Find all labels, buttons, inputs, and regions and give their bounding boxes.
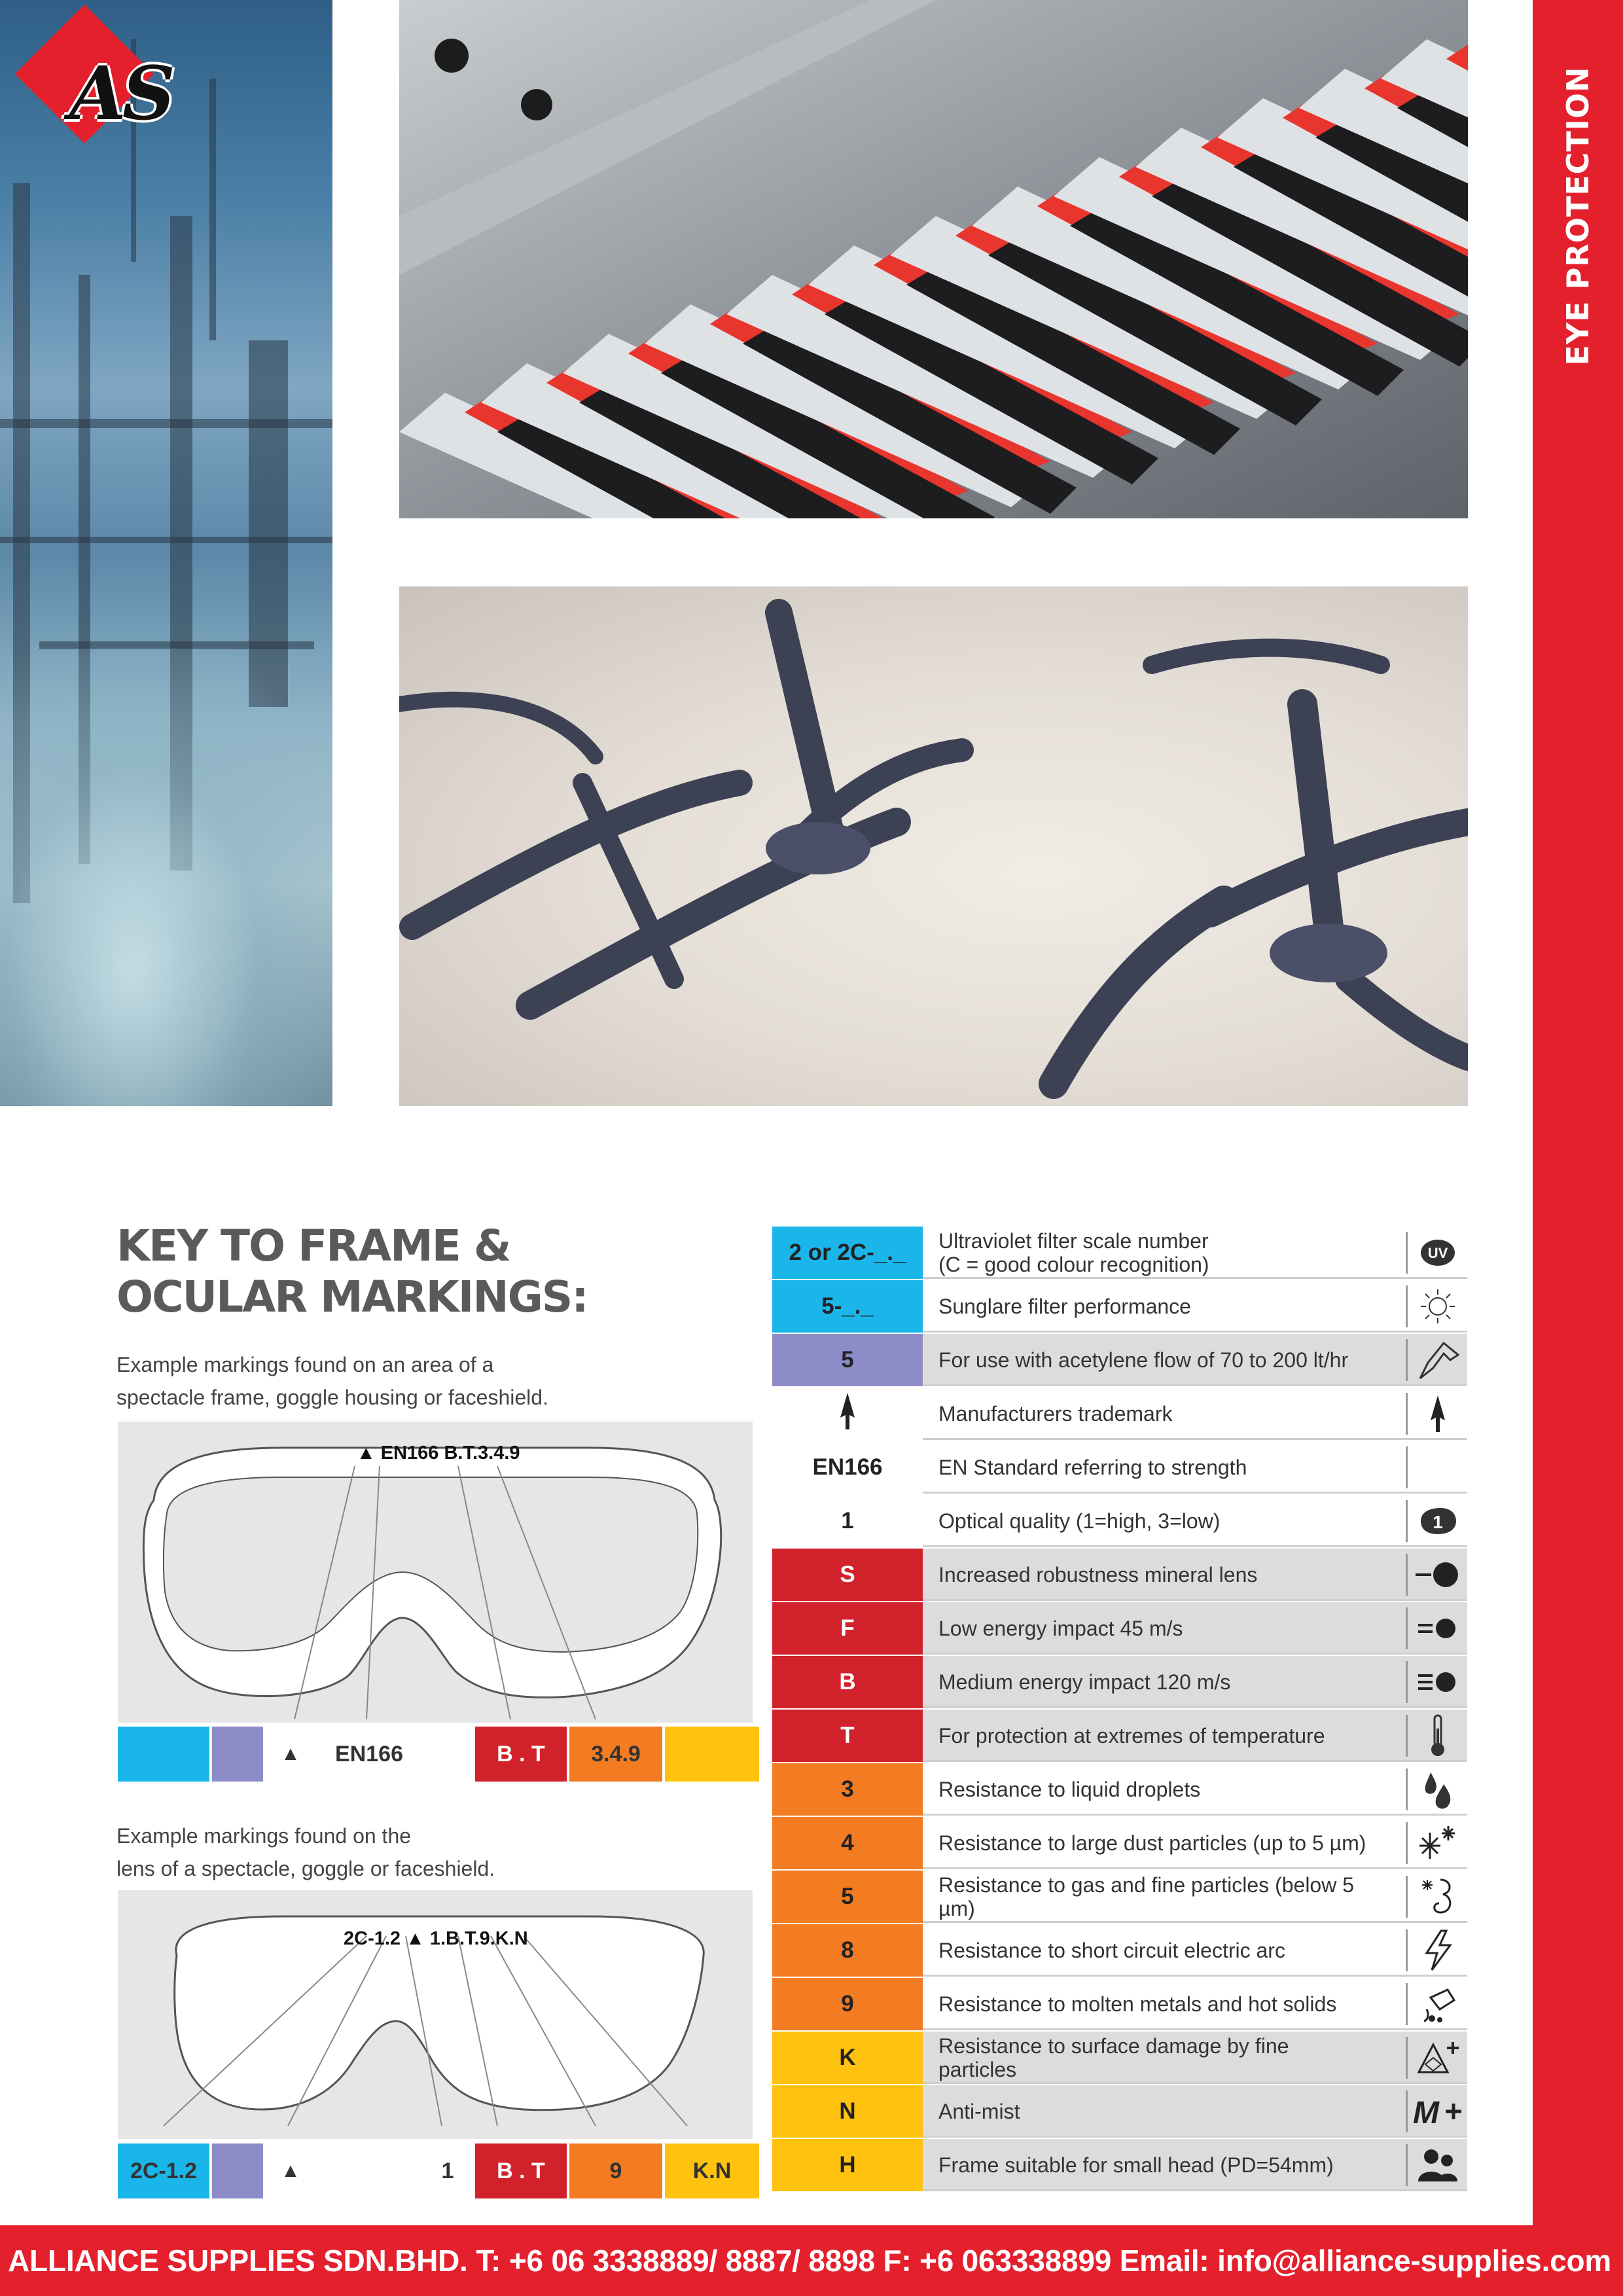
key-description: For protection at extremes of temperature xyxy=(938,1724,1325,1748)
frame-marking-strip xyxy=(118,1727,759,1782)
key-row xyxy=(772,1817,1467,1869)
page-heading xyxy=(116,1221,705,1323)
impact-single-icon xyxy=(1408,1549,1467,1601)
key-description: Anti-mist xyxy=(938,2100,1020,2123)
key-row xyxy=(772,1388,1467,1440)
key-code: T xyxy=(772,1710,923,1762)
trademark-icon: ▲ xyxy=(357,1443,376,1463)
molten-metal-icon xyxy=(1408,1978,1467,2030)
side-band xyxy=(1533,0,1623,2225)
key-row xyxy=(772,1656,1467,1708)
strip-cell xyxy=(118,1727,212,1782)
gas-icon xyxy=(1408,1871,1467,1923)
strip-cell xyxy=(212,1727,266,1782)
lens-caption: Example markings found on the lens of a spectacle, goggle or faceshield. xyxy=(116,1824,495,1880)
strip-cell xyxy=(212,2144,266,2198)
strip-cell: 3.4.9 xyxy=(569,1727,665,1782)
frame-marking: ▲ EN166 B.T.3.4.9 xyxy=(357,1443,520,1463)
strip-cell xyxy=(266,2144,318,2198)
key-row xyxy=(772,1227,1467,1279)
small-head-icon xyxy=(1408,2139,1467,2191)
side-label: EYE PROTECTION xyxy=(1560,66,1596,366)
key-code: B xyxy=(772,1656,923,1708)
impact-double-icon xyxy=(1408,1602,1467,1655)
strip-cell: 2C-1.2 xyxy=(118,2144,212,2198)
droplets-icon xyxy=(1408,1763,1467,1816)
strip-cell: EN166 xyxy=(318,1727,423,1782)
key-row xyxy=(772,1441,1467,1494)
welding-torch-icon xyxy=(1408,1334,1467,1386)
key-row xyxy=(772,1549,1467,1601)
key-code xyxy=(772,1388,923,1440)
frame-marking-diagram xyxy=(118,1422,753,1723)
key-row xyxy=(772,1763,1467,1816)
strip-cell xyxy=(266,1727,318,1782)
trademark-icon: ▲ xyxy=(406,1928,425,1949)
key-code: H xyxy=(772,2139,923,2191)
key-row xyxy=(772,2139,1467,2191)
sun-uv-icon xyxy=(1408,1280,1467,1333)
key-code: 5-_._ xyxy=(772,1280,923,1333)
thermometer-icon xyxy=(1408,1710,1467,1762)
key-description: Resistance to large dust particles (up to 5 µm) xyxy=(938,1831,1366,1855)
logo-text: AS xyxy=(69,51,171,137)
impact-triple-icon xyxy=(1408,1656,1467,1708)
key-description: Increased robustness mineral lens xyxy=(938,1563,1258,1587)
key-row xyxy=(772,2032,1467,2084)
key-description: Resistance to gas and fine particles (below 5 µm) xyxy=(938,1873,1355,1920)
key-row xyxy=(772,1602,1467,1655)
strip-cell: 1 xyxy=(423,2144,475,2198)
svg-text:UV: UV xyxy=(1427,1245,1448,1261)
heading-line-1: KEY TO FRAME & xyxy=(116,1221,510,1271)
key-code: 2 or 2C-_._ xyxy=(772,1227,923,1279)
optical-quality-icon xyxy=(1408,1495,1467,1547)
lens-marking: 2C-1.2 ▲ 1.B.T.9.K.N xyxy=(344,1928,528,1949)
lens-marking-diagram xyxy=(118,1890,753,2139)
lightning-icon xyxy=(1408,1924,1467,1977)
strip-cell: 9 xyxy=(569,2144,665,2198)
strip-cell xyxy=(665,1727,759,1782)
footer xyxy=(0,2225,1623,2296)
key-description: EN Standard referring to strength xyxy=(938,1456,1247,1479)
key-description: Resistance to short circuit electric arc xyxy=(938,1939,1285,1962)
svg-text:M: M xyxy=(1413,2096,1439,2128)
key-code: EN166 xyxy=(772,1441,923,1494)
key-code: 4 xyxy=(772,1817,923,1869)
strip-cell xyxy=(318,2144,423,2198)
uv-icon xyxy=(1408,1227,1467,1279)
strip-cell: B . T xyxy=(475,2144,569,2198)
strip-cell: B . T xyxy=(475,1727,569,1782)
trademark-icon: ▲ xyxy=(281,2160,300,2181)
key-row xyxy=(772,1495,1467,1547)
dust-icon xyxy=(1408,1817,1467,1869)
key-code: 1 xyxy=(772,1495,923,1547)
key-icon-empty xyxy=(1408,1441,1467,1494)
key-row xyxy=(772,1334,1467,1386)
key-code: 9 xyxy=(772,1978,923,2030)
diamond-plus-icon xyxy=(1408,2032,1467,2084)
strip-cell: K.N xyxy=(665,2144,759,2198)
key-row xyxy=(772,1280,1467,1333)
key-description: Resistance to liquid droplets xyxy=(938,1778,1201,1801)
strip-cell xyxy=(423,1727,475,1782)
industrial-photo xyxy=(0,0,332,1106)
trademark-icon xyxy=(1408,1388,1467,1440)
key-row xyxy=(772,1871,1467,1923)
heading-line-2: OCULAR MARKINGS: xyxy=(116,1272,588,1322)
key-code: 3 xyxy=(772,1763,923,1816)
key-description: Manufacturers trademark xyxy=(938,1402,1173,1426)
lens-marking-strip xyxy=(118,2144,759,2198)
key-description: For use with acetylene flow of 70 to 200 lt/hr xyxy=(938,1348,1349,1372)
key-code: N xyxy=(772,2085,923,2138)
frame-caption: Example markings found on an area of a spectacle frame, goggle housing or faceshield. xyxy=(116,1353,548,1409)
anti-mist-icon xyxy=(1408,2085,1467,2138)
key-code: 5 xyxy=(772,1871,923,1923)
trademark-icon xyxy=(838,1391,857,1437)
key-description: Resistance to molten metals and hot solids xyxy=(938,1992,1337,2016)
key-row xyxy=(772,2085,1467,2138)
key-code: K xyxy=(772,2032,923,2084)
key-description: Ultraviolet filter scale number (C = good colour recognition) xyxy=(938,1229,1209,1276)
key-description: Low energy impact 45 m/s xyxy=(938,1617,1183,1640)
frames-photo xyxy=(399,586,1468,1106)
key-row xyxy=(772,1978,1467,2030)
svg-text:1: 1 xyxy=(1433,1512,1443,1532)
trademark-icon: ▲ xyxy=(281,1743,300,1765)
key-row xyxy=(772,1710,1467,1762)
key-description: Frame suitable for small head (PD=54mm) xyxy=(938,2153,1334,2177)
key-code: F xyxy=(772,1602,923,1655)
key-code: S xyxy=(772,1549,923,1601)
key-code: 5 xyxy=(772,1334,923,1386)
key-row xyxy=(772,1924,1467,1977)
key-code: 8 xyxy=(772,1924,923,1977)
key-description: Medium energy impact 120 m/s xyxy=(938,1670,1231,1694)
company-logo xyxy=(9,12,205,143)
key-description: Resistance to surface damage by fine particles xyxy=(938,2034,1289,2081)
mold-photo xyxy=(399,0,1468,518)
footer-contact: ALLIANCE SUPPLIES SDN.BHD. T: +6 06 3338889/ 8887/ 8898 F: +6 063338899 Email: info@alliance-supplies.com xyxy=(8,2244,1612,2278)
key-description: Optical quality (1=high, 3=low) xyxy=(938,1509,1221,1533)
key-description: Sunglare filter performance xyxy=(938,1295,1191,1318)
